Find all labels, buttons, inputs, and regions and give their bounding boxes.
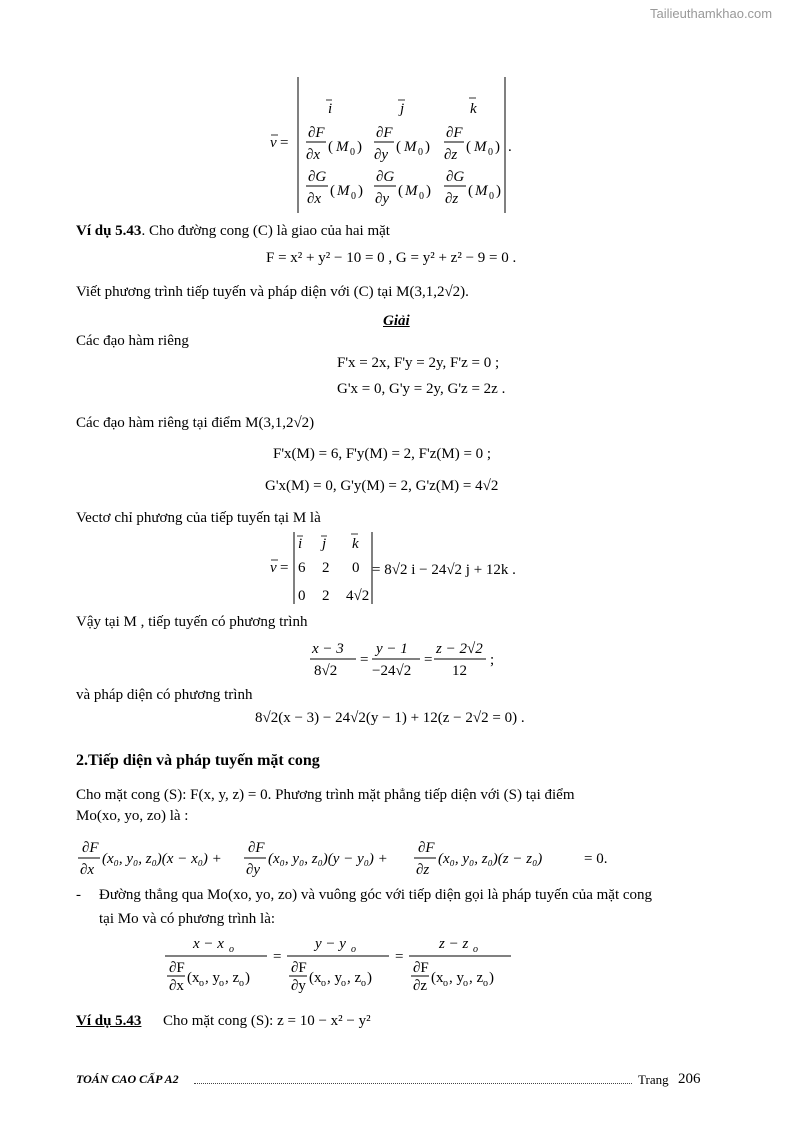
normal-plane-equation: 8√2(x − 3) − 24√2(y − 1) + 12(z − 2√2 = 0) . bbox=[255, 710, 525, 726]
svg-text:.: . bbox=[508, 139, 512, 155]
svg-text:∂F: ∂F bbox=[413, 960, 429, 976]
svg-text:v: v bbox=[270, 560, 277, 576]
svg-text:(: ( bbox=[396, 139, 401, 155]
svg-text:∂x: ∂x bbox=[307, 191, 322, 207]
normal-plane-label: và pháp diện có phương trình bbox=[76, 687, 253, 703]
svg-text:;: ; bbox=[490, 652, 495, 668]
svg-text:z − 2√2: z − 2√2 bbox=[436, 641, 483, 657]
footer-leader bbox=[194, 1083, 632, 1084]
svg-text:∂G: ∂G bbox=[376, 169, 395, 185]
svg-text:∂x: ∂x bbox=[306, 147, 321, 163]
svg-text:0: 0 bbox=[418, 147, 423, 158]
svg-text:0: 0 bbox=[489, 191, 494, 202]
svg-text:(x: (x bbox=[431, 970, 444, 986]
solution-title: Giải bbox=[383, 313, 410, 329]
section2-intro-line2: Mo(xo, yo, zo) là : bbox=[76, 808, 189, 824]
svg-text:∂F: ∂F bbox=[169, 960, 185, 976]
svg-text:): ) bbox=[489, 970, 494, 986]
svg-text:0: 0 bbox=[419, 191, 424, 202]
bullet-line2: tại Mo và có phương trình là: bbox=[99, 911, 276, 927]
svg-text:∂y: ∂y bbox=[375, 191, 390, 207]
svg-text:∂x: ∂x bbox=[169, 978, 184, 994]
svg-text:∂y: ∂y bbox=[246, 862, 261, 878]
svg-text:o: o bbox=[463, 978, 468, 989]
surfaces-equation: F = x² + y² − 10 = 0 , G = y² + z² − 9 = 0 . bbox=[266, 250, 517, 266]
partials-G: G'x = 0, G'y = 2y, G'z = 2z . bbox=[337, 381, 506, 397]
at-point-label: Các đạo hàm riêng tại điểm M(3,1,2√2) bbox=[76, 415, 315, 431]
partials-F: F'x = 2x, F'y = 2y, F'z = 0 ; bbox=[337, 355, 500, 371]
svg-text:∂G: ∂G bbox=[446, 169, 465, 185]
svg-text:, y: , y bbox=[449, 970, 464, 986]
svg-text:∂z: ∂z bbox=[444, 147, 458, 163]
svg-text:): ) bbox=[367, 970, 372, 986]
svg-text:j: j bbox=[322, 536, 327, 552]
normal-line-equation bbox=[165, 932, 525, 996]
svg-text:o: o bbox=[473, 944, 478, 955]
svg-text:M: M bbox=[337, 183, 350, 199]
svg-text:y − 1: y − 1 bbox=[376, 641, 408, 657]
example1-text: . Cho đường cong (C) là giao của hai mặt bbox=[141, 223, 390, 239]
svg-text:M: M bbox=[474, 139, 487, 155]
svg-text:o: o bbox=[443, 978, 448, 989]
example2-label: Ví dụ 5.43 bbox=[76, 1013, 142, 1029]
bullet-dash: - bbox=[76, 887, 81, 903]
tangent-eq-svg bbox=[310, 637, 500, 681]
svg-text:): ) bbox=[496, 183, 501, 199]
i-vector: i bbox=[328, 101, 333, 117]
svg-text:o: o bbox=[361, 978, 366, 989]
normal-line-svg bbox=[165, 932, 525, 996]
svg-text:o: o bbox=[341, 978, 346, 989]
svg-text:−24√2: −24√2 bbox=[372, 663, 412, 679]
svg-text:, y: , y bbox=[205, 970, 220, 986]
svg-text:(: ( bbox=[398, 183, 403, 199]
determinant-formula bbox=[270, 75, 530, 215]
svg-text:(: ( bbox=[328, 139, 333, 155]
svg-text:0: 0 bbox=[298, 588, 306, 604]
svg-text:=: = bbox=[280, 135, 289, 151]
svg-text:x − x: x − x bbox=[193, 936, 224, 952]
svg-text:, y: , y bbox=[327, 970, 342, 986]
svg-text:): ) bbox=[245, 970, 250, 986]
svg-text:0: 0 bbox=[352, 560, 360, 576]
footer bbox=[76, 1071, 704, 1089]
example2-text: Cho mặt cong (S): z = 10 − x² − y² bbox=[162, 1013, 371, 1029]
watermark: Tailieuthamkhao.com bbox=[650, 6, 773, 21]
svg-text:, z: , z bbox=[469, 970, 484, 986]
svg-text:6: 6 bbox=[298, 560, 306, 576]
tangent-label: Vậy tại M , tiếp tuyến có phương trình bbox=[76, 614, 308, 630]
svg-text:∂F: ∂F bbox=[376, 125, 393, 141]
svg-text:0: 0 bbox=[351, 191, 356, 202]
svg-text:(: ( bbox=[468, 183, 473, 199]
tangent-equation bbox=[310, 637, 500, 681]
example1-label: Ví dụ 5.43 bbox=[76, 223, 142, 239]
svg-text:∂F: ∂F bbox=[248, 840, 265, 856]
svg-text:∂y: ∂y bbox=[374, 147, 389, 163]
svg-text:M: M bbox=[475, 183, 488, 199]
svg-text:): ) bbox=[425, 139, 430, 155]
svg-text:, z: , z bbox=[225, 970, 240, 986]
svg-text:M: M bbox=[336, 139, 349, 155]
example1-task: Viết phương trình tiếp tuyến và pháp diện với (C) tại M(3,1,2√2). bbox=[76, 284, 469, 300]
svg-text:x − 3: x − 3 bbox=[312, 641, 344, 657]
svg-text:o: o bbox=[351, 944, 356, 955]
svg-text:0: 0 bbox=[350, 147, 355, 158]
svg-text:o: o bbox=[229, 944, 234, 955]
svg-text:∂y: ∂y bbox=[291, 978, 306, 994]
v-vector-label: v bbox=[270, 135, 277, 151]
svg-text:o: o bbox=[483, 978, 488, 989]
svg-text:(x₀, y₀, z₀)(z − z₀): (x₀, y₀, z₀)(z − z₀) bbox=[438, 851, 543, 867]
determinant-svg bbox=[270, 75, 530, 215]
svg-text:=: = bbox=[280, 560, 289, 576]
footer-page-label: Trang bbox=[638, 1072, 669, 1087]
svg-text:=: = bbox=[395, 949, 404, 965]
direction-result: = 8√2 i − 24√2 j + 12k . bbox=[372, 562, 516, 578]
svg-text:(: ( bbox=[330, 183, 335, 199]
section2-intro-line1: Cho mặt cong (S): F(x, y, z) = 0. Phương trình mặt phẳng tiếp diện với (S) tại điểm bbox=[76, 787, 575, 803]
svg-text:=: = bbox=[424, 652, 433, 668]
svg-text:= 0.: = 0. bbox=[584, 851, 608, 867]
svg-text:): ) bbox=[495, 139, 500, 155]
svg-text:2: 2 bbox=[322, 588, 330, 604]
svg-text:y − y: y − y bbox=[315, 936, 346, 952]
tangent-plane-equation bbox=[76, 836, 636, 880]
svg-text:∂F: ∂F bbox=[446, 125, 463, 141]
svg-text:∂F: ∂F bbox=[82, 840, 99, 856]
svg-text:∂F: ∂F bbox=[291, 960, 307, 976]
tangent-plane-svg bbox=[76, 836, 636, 880]
svg-text:): ) bbox=[426, 183, 431, 199]
svg-text:4√2: 4√2 bbox=[346, 588, 370, 604]
svg-text:0: 0 bbox=[488, 147, 493, 158]
footer-course: TOÁN CAO CẤP A2 bbox=[76, 1072, 179, 1086]
svg-text:z − z: z − z bbox=[439, 936, 469, 952]
svg-text:∂z: ∂z bbox=[445, 191, 459, 207]
section2-heading: 2.Tiếp diện và pháp tuyến mặt cong bbox=[76, 752, 320, 769]
example2 bbox=[76, 1012, 371, 1030]
svg-text:): ) bbox=[357, 139, 362, 155]
svg-text:∂G: ∂G bbox=[308, 169, 327, 185]
svg-text:o: o bbox=[239, 978, 244, 989]
at-point-G: G'x(M) = 0, G'y(M) = 2, G'z(M) = 4√2 bbox=[265, 478, 499, 494]
svg-text:=: = bbox=[360, 652, 369, 668]
svg-text:M: M bbox=[405, 183, 418, 199]
svg-text:12: 12 bbox=[452, 663, 467, 679]
at-point-F: F'x(M) = 6, F'y(M) = 2, F'z(M) = 0 ; bbox=[273, 446, 492, 462]
svg-text:∂F: ∂F bbox=[418, 840, 435, 856]
k-vector: k bbox=[470, 101, 477, 117]
svg-text:o: o bbox=[219, 978, 224, 989]
svg-text:, z: , z bbox=[347, 970, 362, 986]
svg-text:8√2: 8√2 bbox=[314, 663, 338, 679]
svg-text:∂z: ∂z bbox=[416, 862, 430, 878]
svg-text:∂x: ∂x bbox=[80, 862, 95, 878]
partials-label: Các đạo hàm riêng bbox=[76, 333, 189, 349]
footer-page-number: 206 bbox=[678, 1071, 701, 1087]
svg-text:k: k bbox=[352, 536, 359, 552]
example1-intro bbox=[76, 222, 390, 240]
svg-text:(: ( bbox=[466, 139, 471, 155]
bullet-line1: Đường thẳng qua Mo(xo, yo, zo) và vuông góc với tiếp diện gọi là pháp tuyến của mặt cong bbox=[99, 887, 653, 903]
svg-text:(x₀, y₀, z₀)(y − y₀) +: (x₀, y₀, z₀)(y − y₀) + bbox=[268, 851, 388, 867]
svg-text:(x₀, y₀, z₀)(x − x₀) +: (x₀, y₀, z₀)(x − x₀) + bbox=[102, 851, 222, 867]
svg-text:o: o bbox=[199, 978, 204, 989]
svg-text:M: M bbox=[404, 139, 417, 155]
svg-text:(x: (x bbox=[187, 970, 200, 986]
svg-text:(x: (x bbox=[309, 970, 322, 986]
svg-text:i: i bbox=[298, 536, 303, 552]
svg-text:=: = bbox=[273, 949, 282, 965]
svg-text:∂z: ∂z bbox=[413, 978, 428, 994]
direction-label: Vectơ chỉ phương của tiếp tuyến tại M là bbox=[76, 510, 321, 526]
svg-text:): ) bbox=[358, 183, 363, 199]
svg-text:∂F: ∂F bbox=[308, 125, 325, 141]
svg-text:o: o bbox=[321, 978, 326, 989]
j-vector: j bbox=[400, 101, 405, 117]
svg-text:2: 2 bbox=[322, 560, 330, 576]
